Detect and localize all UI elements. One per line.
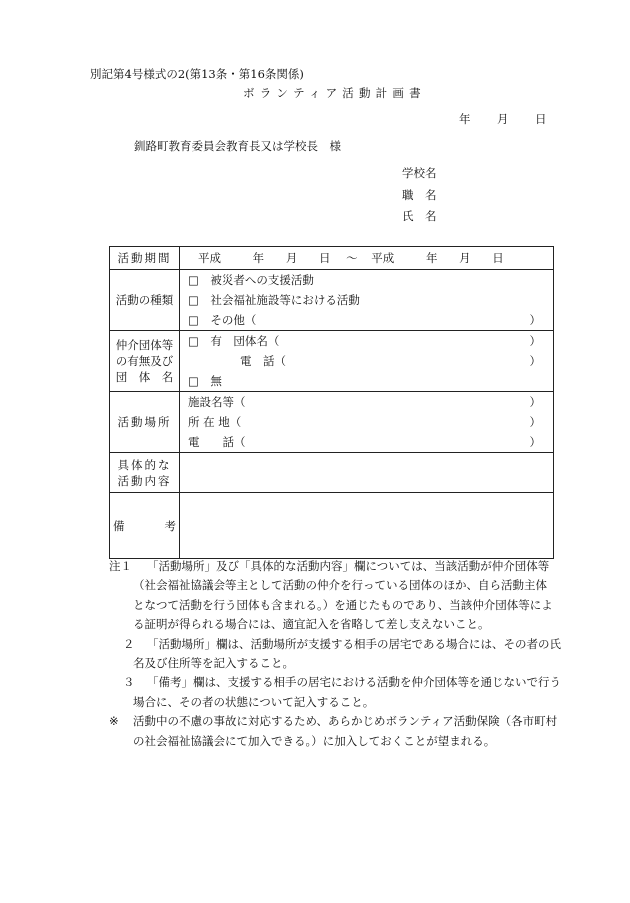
row-place xyxy=(110,392,554,453)
intermediary-no[interactable]: □ 無 xyxy=(188,374,222,388)
school-name-label: 学校名 xyxy=(402,166,437,180)
note-4-mark: ※ xyxy=(109,714,119,729)
form-number: 別記第4号様式の2(第13条・第16条関係) xyxy=(90,67,304,81)
name-label: 氏 名 xyxy=(402,209,437,223)
period-end-month: 月 xyxy=(459,251,471,265)
remarks-label xyxy=(110,493,180,559)
row-intermediary xyxy=(110,331,554,392)
type-option-welfare[interactable]: □ 社会福祉施設等における活動 xyxy=(188,293,360,307)
place-field[interactable] xyxy=(180,392,554,453)
period-end-era: 平成 xyxy=(371,251,395,265)
place-address-close: ） xyxy=(529,415,541,429)
content-label-line1: 具体的な xyxy=(117,457,172,472)
intermediary-phone-close: ） xyxy=(529,354,541,368)
period-start-day: 日 xyxy=(318,251,331,265)
type-option-other-label: □ その他（ xyxy=(188,313,257,327)
intermediary-label-line1: 仲介団体等 xyxy=(115,338,174,352)
place-phone-close: ） xyxy=(529,435,541,449)
note-4-line: 活動中の不慮の事故に対応するため、あらかじめボランティア活動保険（各市町村 xyxy=(133,714,558,729)
intermediary-phone[interactable] xyxy=(188,351,553,371)
note-3-line: 「備考」欄は、支援する相手の居宅における活動を仲介団体等を通じないで行う xyxy=(147,675,561,690)
row-remarks xyxy=(110,493,554,559)
intermediary-yes-close: ） xyxy=(529,334,541,348)
note-1-line: （社会福祉協議会等主として活動の仲介を行っている団体のほか、自ら活動主体 xyxy=(133,578,547,593)
intermediary-label-line3: 団 体 名 xyxy=(115,370,174,384)
intermediary-phone-label: 電 話（ xyxy=(240,354,286,368)
note-4 xyxy=(109,712,569,751)
row-type xyxy=(110,270,554,331)
type-label: 活動の種類 xyxy=(110,270,180,331)
content-label-line2: 活動内容 xyxy=(117,473,172,488)
type-option-other[interactable] xyxy=(188,310,553,330)
intermediary-yes-label: □ 有 団体名（ xyxy=(188,334,280,348)
note-1-mark: 注１ xyxy=(109,559,132,573)
note-3 xyxy=(109,673,569,712)
period-label: 活動期間 xyxy=(110,247,180,270)
period-start-month: 月 xyxy=(285,251,298,265)
note-4-line: の社会福祉協議会にて加入できる。）に加入しておくことが望まれる。 xyxy=(133,733,496,748)
place-phone-label: 電 話（ xyxy=(188,435,246,449)
note-1-line: 「活動場所」及び「具体的な活動内容」欄については、当該活動が仲介団体等 xyxy=(147,559,550,573)
remarks-label-right: 考 xyxy=(164,518,176,533)
period-start-era: 平成 xyxy=(198,251,221,265)
note-2-line: 「活動場所」欄は、活動場所が支援する相手の居宅である場合には、その者の氏 xyxy=(147,636,561,651)
intermediary-field[interactable] xyxy=(180,331,554,392)
place-facility-close: ） xyxy=(529,395,541,409)
note-2-mark: ２ xyxy=(123,636,135,651)
document-title: ボランティア活動計画書 xyxy=(243,86,426,100)
intermediary-label xyxy=(110,331,180,392)
note-3-line: 場合に、その者の状態について記入すること。 xyxy=(133,694,375,709)
place-address-label: 所 在 地（ xyxy=(188,415,242,429)
date-year: 年 xyxy=(459,112,471,126)
remarks-label-left: 備 xyxy=(113,518,125,533)
position-label: 職 名 xyxy=(402,188,437,202)
note-2 xyxy=(109,635,569,674)
intermediary-label-line2: の有無及び xyxy=(115,354,174,368)
intermediary-yes[interactable] xyxy=(188,331,553,351)
activity-plan-table xyxy=(109,246,554,559)
date-month: 月 xyxy=(497,112,509,126)
note-1 xyxy=(109,557,569,635)
place-label: 活動場所 xyxy=(110,392,180,453)
row-period xyxy=(110,247,554,270)
type-other-close: ） xyxy=(529,313,541,327)
notes-section xyxy=(109,557,569,751)
period-tilde: ～ xyxy=(346,251,358,265)
place-facility-label: 施設名等（ xyxy=(188,395,246,409)
note-1-line: る証明が得られる場合には、適宜記入を省略して差し支えないこと。 xyxy=(133,617,490,632)
place-address[interactable] xyxy=(188,412,553,432)
remarks-field[interactable] xyxy=(180,493,554,559)
content-field[interactable] xyxy=(180,453,554,493)
period-end-day: 日 xyxy=(492,251,504,265)
period-start-year: 年 xyxy=(252,251,265,265)
date-day: 日 xyxy=(535,112,547,126)
place-phone[interactable] xyxy=(188,432,553,452)
type-option-disaster[interactable]: □ 被災者への支援活動 xyxy=(188,273,314,287)
addressee: 釧路町教育委員会教育長又は学校長 様 xyxy=(134,139,341,153)
note-3-mark: ３ xyxy=(123,675,135,690)
type-field[interactable] xyxy=(180,270,554,331)
period-field[interactable] xyxy=(180,247,554,270)
note-2-line: 名及び住所等を記入すること。 xyxy=(133,656,294,671)
content-label xyxy=(110,453,180,493)
place-facility[interactable] xyxy=(188,392,553,412)
period-end-year: 年 xyxy=(425,251,438,265)
note-1-line: となつて活動を行う団体も含まれる。）を通じたものであり、当該仲介団体等によ xyxy=(133,597,553,612)
date-line xyxy=(459,111,547,127)
row-content xyxy=(110,453,554,493)
